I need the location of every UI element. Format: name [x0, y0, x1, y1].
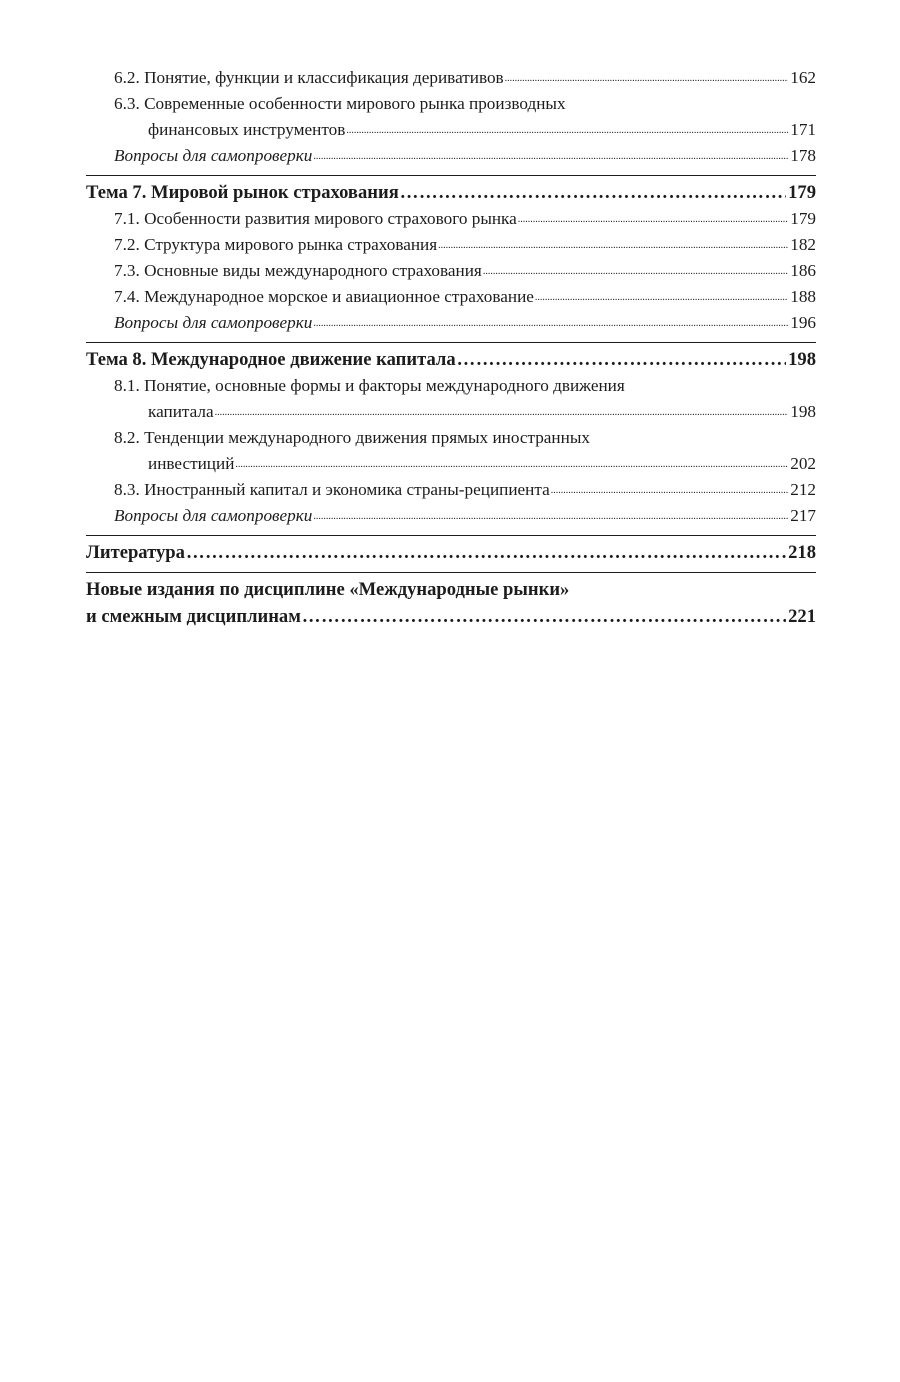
toc-item-text: 7.3. Основные виды международного страхования — [114, 261, 482, 280]
toc-item-7-1[interactable] — [86, 206, 816, 232]
toc-item-text-line2: инвестиций — [148, 454, 235, 473]
toc-review-questions-6[interactable] — [86, 143, 816, 169]
toc-item-text: 7.4. Международное морское и авиационное страхование — [114, 287, 534, 306]
dot-leader — [535, 291, 788, 310]
toc-item-text-line1: 8.1. Понятие, основные формы и факторы международного движения — [114, 376, 625, 395]
toc-topic-8[interactable] — [86, 342, 816, 373]
dot-leader — [313, 150, 788, 169]
toc-item-text: Вопросы для самопроверки — [114, 313, 313, 332]
toc-item-text: 8.3. Иностранный капитал и экономика страны-реципиента — [114, 480, 550, 499]
toc-topic-title: Тема 7. Мировой рынок страхования — [86, 182, 399, 203]
toc-item-text: 7.2. Структура мирового рынка страхования — [114, 235, 438, 254]
toc-topic-title: Тема 8. Международное движение капитала — [86, 349, 456, 370]
dot-leader — [400, 179, 786, 206]
dot-leader — [186, 539, 786, 566]
toc-page-number: 178 — [790, 146, 816, 165]
toc-page-number: 171 — [790, 120, 816, 139]
toc-item-text: Вопросы для самопроверки — [114, 146, 313, 165]
toc-page-number: 179 — [790, 209, 816, 228]
toc-review-questions-7[interactable] — [86, 310, 816, 336]
toc-page-number: 218 — [788, 542, 816, 563]
toc-topic-title-line1: Новые издания по дисциплине «Международные рынки» — [86, 579, 570, 600]
dot-leader — [313, 510, 788, 529]
toc-page-number: 162 — [790, 68, 816, 87]
toc-page-number: 186 — [790, 261, 816, 280]
toc-page-number: 221 — [788, 606, 816, 627]
dot-leader — [551, 484, 789, 503]
dot-leader — [518, 213, 788, 232]
toc-item-6-2[interactable] — [86, 65, 816, 91]
toc-page-number: 182 — [790, 235, 816, 254]
toc-item-text-line1: 8.2. Тенденции международного движения прямых иностранных — [114, 428, 590, 447]
toc-item-8-3[interactable] — [86, 477, 816, 503]
toc-item-text-line2: финансовых инструментов — [148, 120, 346, 139]
toc-page-number: 196 — [790, 313, 816, 332]
toc-item-7-4[interactable] — [86, 284, 816, 310]
toc-topic-title-line2: и смежным дисциплинам — [86, 606, 301, 627]
toc-page-number: 179 — [788, 182, 816, 203]
toc-page-number: 217 — [790, 506, 816, 525]
toc-new-editions[interactable] — [86, 572, 816, 630]
toc-page-number: 212 — [790, 480, 816, 499]
dot-leader — [438, 239, 788, 258]
dot-leader — [457, 346, 786, 373]
dot-leader — [215, 406, 789, 425]
toc-page-number: 202 — [790, 454, 816, 473]
toc-topic-title: Литература — [86, 542, 185, 563]
toc-item-8-2[interactable] — [86, 425, 816, 477]
toc-item-text: 7.1. Особенности развития мирового страхового рынка — [114, 209, 517, 228]
dot-leader — [346, 124, 788, 143]
toc-item-text-line1: 6.3. Современные особенности мирового рынка производных — [114, 94, 566, 113]
toc-topic-7[interactable] — [86, 175, 816, 206]
dot-leader — [302, 603, 786, 630]
toc-item-7-2[interactable] — [86, 232, 816, 258]
toc-item-text: Вопросы для самопроверки — [114, 506, 313, 525]
toc-literature[interactable] — [86, 535, 816, 566]
toc-page-number: 188 — [790, 287, 816, 306]
table-of-contents — [86, 65, 816, 630]
toc-item-text: 6.2. Понятие, функции и классификация деривативов — [114, 68, 504, 87]
toc-item-8-1[interactable] — [86, 373, 816, 425]
toc-page-number: 198 — [790, 402, 816, 421]
dot-leader — [235, 458, 788, 477]
toc-page-number: 198 — [788, 349, 816, 370]
toc-item-text-line2: капитала — [148, 402, 214, 421]
toc-item-6-3[interactable] — [86, 91, 816, 143]
toc-item-7-3[interactable] — [86, 258, 816, 284]
dot-leader — [505, 72, 789, 91]
dot-leader — [483, 265, 788, 284]
dot-leader — [313, 317, 788, 336]
toc-review-questions-8[interactable] — [86, 503, 816, 529]
